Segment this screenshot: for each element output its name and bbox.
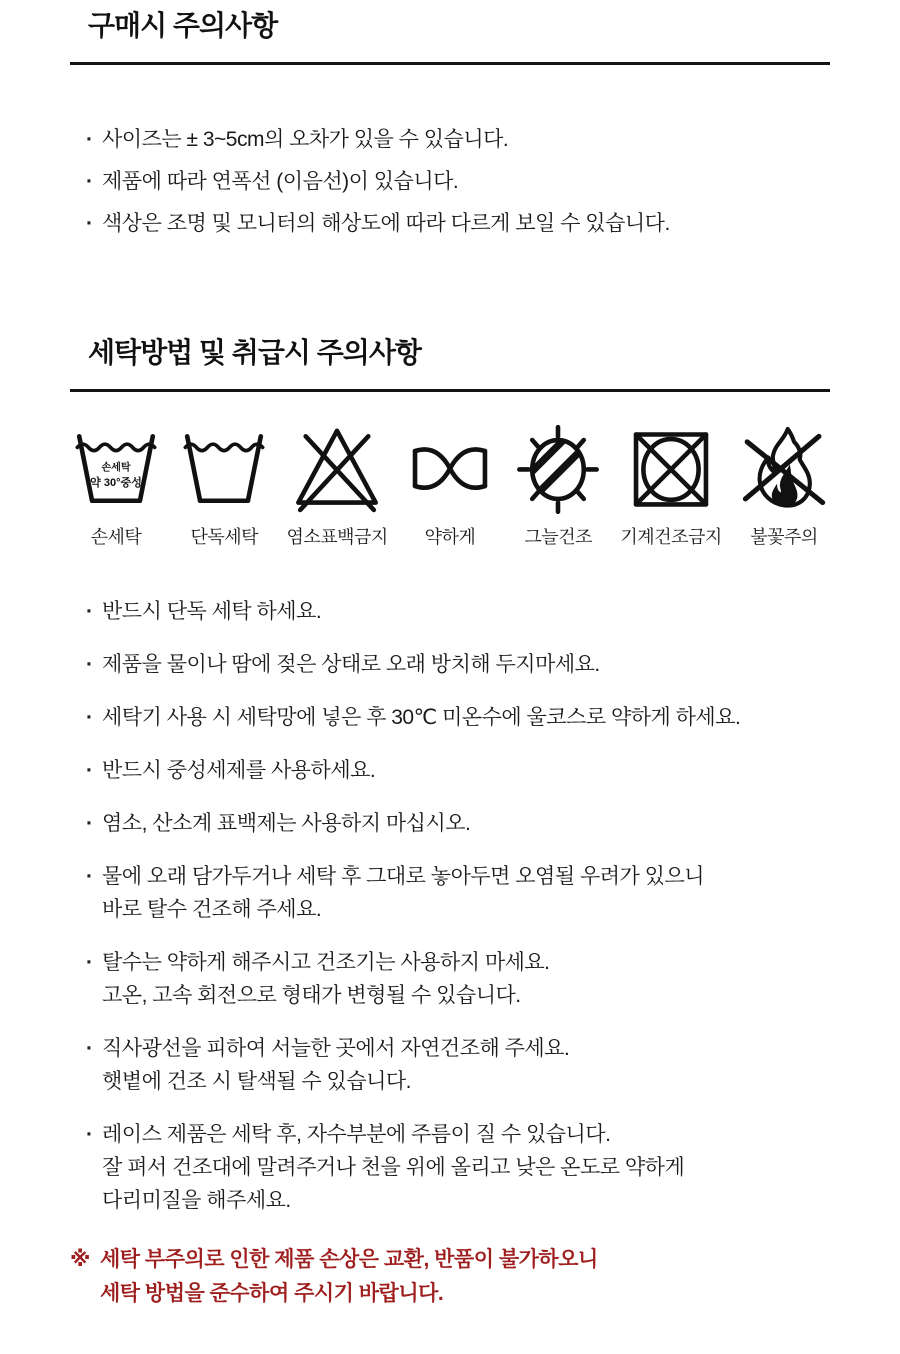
warning-line: 세탁 부주의로 인한 제품 손상은 교환, 반품이 불가하오니 xyxy=(100,1248,598,1271)
list-item xyxy=(86,213,830,235)
laundry-icon-row xyxy=(70,424,830,549)
wring-gently-icon xyxy=(404,424,496,514)
list-item-text: 직사광선을 피하여 서늘한 곳에서 자연건조해 주세요. 햇볕에 건조 시 탈색될 수 있습니다. xyxy=(102,1037,570,1093)
purchase-section xyxy=(70,8,830,235)
bullet-dot: · xyxy=(86,212,93,235)
warning-line: 세탁 방법을 준수하여 주시기 바랍니다. xyxy=(100,1282,444,1305)
list-item xyxy=(86,946,830,1012)
laundry-symbol-wash-alone xyxy=(178,424,270,549)
list-item xyxy=(86,648,830,681)
list-item-text: 색상은 조명 및 모니터의 해상도에 따라 다르게 보일 수 있습니다. xyxy=(102,212,670,235)
list-item-text: 세탁기 사용 시 세탁망에 넣은 후 30℃ 미온수에 울코스로 약하게 하세요. xyxy=(102,706,741,729)
hand-wash-inner-text-1: 손세탁 xyxy=(101,462,131,474)
laundry-symbol-shade-dry xyxy=(512,424,604,549)
care-instructions-list xyxy=(70,595,830,1217)
icon-label: 염소표백금지 xyxy=(286,527,388,547)
list-item-text: 탈수는 약하게 해주시고 건조기는 사용하지 마세요. 고온, 고속 회전으로 형태가 변형될 수 있습니다. xyxy=(102,951,550,1007)
bullet-dot: · xyxy=(86,1123,93,1146)
bullet-dot: · xyxy=(86,128,93,151)
list-item xyxy=(86,129,830,151)
list-item xyxy=(86,701,830,734)
section-divider xyxy=(70,62,830,65)
list-item-text: 레이스 제품은 세탁 후, 자수부분에 주름이 질 수 있습니다. 잘 펴서 건조대에 말려주거나 천을 위에 올리고 낮은 온도로 약하게 다리미질을 해주세요. xyxy=(102,1123,685,1212)
laundry-symbol-no-bleach xyxy=(286,424,387,549)
bullet-dot: · xyxy=(86,865,93,888)
bullet-dot: · xyxy=(86,653,93,676)
list-item-text: 반드시 중성세제를 사용하세요. xyxy=(102,759,376,782)
list-item-text: 제품을 물이나 땀에 젖은 상태로 오래 방치해 두지마세요. xyxy=(102,653,600,676)
icon-label: 약하게 xyxy=(424,527,476,547)
icon-label: 손세탁 xyxy=(90,527,142,547)
laundry-symbol-no-tumble-dry xyxy=(620,424,721,549)
bullet-dot: · xyxy=(86,706,93,729)
laundry-symbol-wring-gently xyxy=(404,424,496,549)
bullet-dot: · xyxy=(86,600,93,623)
list-item xyxy=(86,1118,830,1217)
bullet-dot: · xyxy=(86,1037,93,1060)
bullet-dot: · xyxy=(86,951,93,974)
list-item-text: 물에 오래 담가두거나 세탁 후 그대로 놓아두면 오염될 우려가 있으니 바로 탈수 건조해 주세요. xyxy=(102,865,705,921)
wash-alone-icon xyxy=(178,424,270,514)
laundry-symbol-hand-wash xyxy=(70,424,162,549)
wash-warning-note xyxy=(70,1243,830,1311)
bullet-dot: · xyxy=(86,170,93,193)
purchase-section-title: 구매시 주의사항 xyxy=(88,10,278,41)
list-item xyxy=(86,1032,830,1098)
bullet-dot: · xyxy=(86,759,93,782)
list-item xyxy=(86,595,830,628)
hand-wash-icon xyxy=(70,424,162,514)
list-item-text: 반드시 단독 세탁 하세요. xyxy=(102,600,322,623)
care-section-title: 세탁방법 및 취급시 주의사항 xyxy=(88,337,421,368)
laundry-symbol-no-flame xyxy=(738,424,830,549)
list-item xyxy=(86,807,830,840)
section-divider xyxy=(70,389,830,392)
reference-mark: ※ xyxy=(70,1248,90,1271)
icon-label: 불꽃주의 xyxy=(750,527,818,547)
list-item xyxy=(86,860,830,926)
list-item-text: 염소, 산소계 표백제는 사용하지 마십시오. xyxy=(102,812,471,835)
list-item xyxy=(86,171,830,193)
warning-lines xyxy=(100,1243,598,1311)
no-flame-icon xyxy=(738,424,830,514)
list-item-text: 사이즈는 ± 3~5cm의 오차가 있을 수 있습니다. xyxy=(102,128,509,151)
care-section xyxy=(70,335,830,1311)
icon-label: 그늘건조 xyxy=(524,527,592,547)
icon-label: 단독세탁 xyxy=(190,527,258,547)
no-chlorine-bleach-icon xyxy=(291,424,383,514)
no-tumble-dry-icon xyxy=(625,424,717,514)
bullet-dot: · xyxy=(86,812,93,835)
icon-label: 기계건조금지 xyxy=(620,527,722,547)
list-item xyxy=(86,754,830,787)
list-item-text: 제품에 따라 연폭선 (이음선)이 있습니다. xyxy=(102,170,459,193)
shade-dry-icon xyxy=(512,424,604,514)
purchase-notes-list xyxy=(70,129,830,235)
hand-wash-inner-text-2: 약 30°중성 xyxy=(90,477,142,490)
